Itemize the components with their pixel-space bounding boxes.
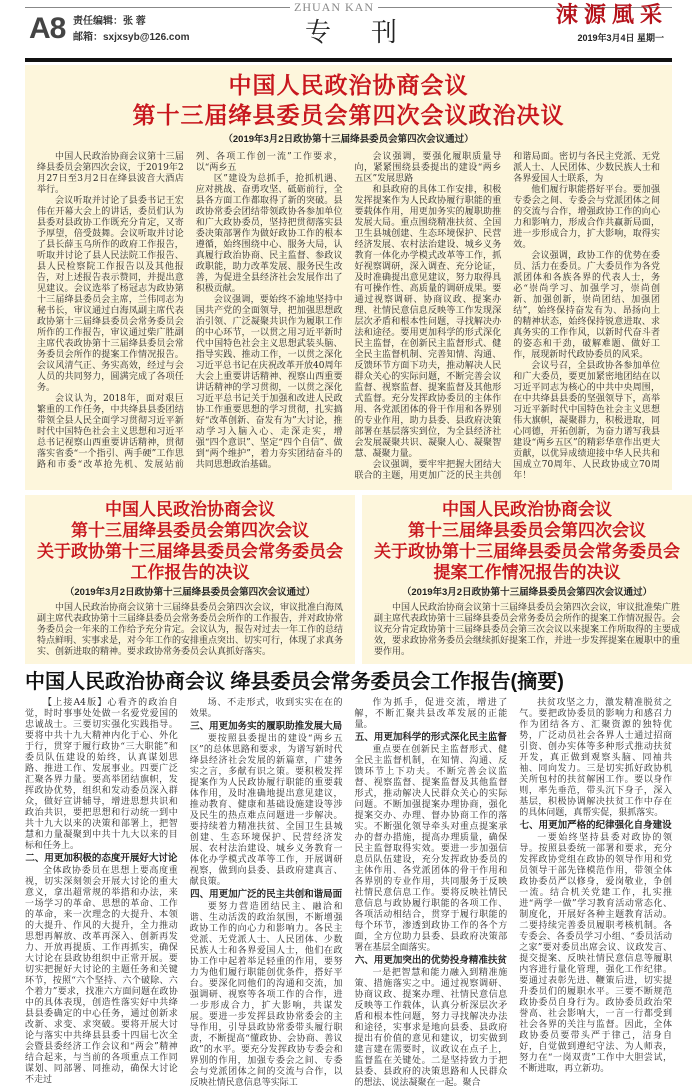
paragraph: 和县政府的具体工作安排，积极发挥提案作为人民政协履行职能的重要载体作用，用更加务实的履职助推发展大局。重点围绕精准扶贫、全国卫生县城创建、生态环境保护、民营经济发展、农村法治建设、城乡义务教育一体化办学模式改革等工作，抓好视察调研，深入调查、充分论证，及时准确提出意见建议，努力取得具有可操作性、高质量的调研成果。要通过视察调研、协商议政、提案办理、社情民意信息反映等工作发现深层次矛盾和根本性问题，寻找解决办法和途径。要用更加科学的形式深化民主监督，在创新民主监督形式、健全民主监督机制、完善知情、沟通、反馈环节方面下功夫，推动解决人民群众关心的实际问题，不断完善会议监督、视察监督、提案监督及其他形式监督。充分发挥政协委员的主体作用、各党派团体的骨干作用和各界别的专业作用，助力县委、县政府决策部署在基层落实到位，为全县经济社会发展凝聚共识、凝聚人心、凝聚智慧、凝聚力量。 [354,185,502,459]
paragraph: 会议认为，2018年，面对艰巨繁重的工作任务，中共绛县县委团结带领全县人民全面学习贯彻习近平新时代中国特色社会主义思想和习近平总书记视察山西重要讲话精神，贯彻落实省委“一个指引、两手硬”工作思路和市委“改革抢先机、发展站前列、各项工作创一流”工作要求，以“两乡五 [37,152,343,470]
editor-email: 邮箱：sxjxsyb@126.com [73,32,190,43]
paragraph: 一是把智慧和能力融入到精准施策、措施落实之中。通过视察调研、协商议政、提案办理、社情民意信息反映等工作载体，认真分析深层次矛盾和根本性问题，努力寻找解决办法和途径，实事求是地向县委、县政府提出有价值的意见和建议，切实做到建言建在需要时，议政议在点子上，监督监在关键处。二是坚持致力于把县委、县政府的决策思路和人民群众的想法、说法凝聚在一起。聚合 [354,968,508,1088]
article-subtitle: （2019年3月2日政协第十三届绛县委员会第四次会议通过） [64,587,316,598]
section-heading: 五、用更加科学的形式深化民主监督 [354,732,507,743]
article-subtitle: （2019年3月2日政协第十三届绛县委员会第四次会议通过） [401,587,653,598]
resolution-boxes [25,495,681,664]
section-heading: 四、用更加广泛的民主共创和谐局面 [190,889,343,900]
paragraph: 全体政协委员在思想上要高度重视，切实深刻领会开展大讨论的重大意义，拿出超常规的举措和办法，来一场学习的革命、思想的革命、工作的革命，来一次理念的大提升、本领的大提升、作风的大提升，全力推动思想再解放、改革再深入、创新再发力、开放再提质、工作再抓实，确保大讨论在县政协组织中正常开展。要切实把握好大讨论的主题任务和关键环节，按照“六个坚持、六个破除、六个着力”要求，找准六方面问题在政协中的具体表现，创造性落实好中共绛县县委确定的中心任务，通过创新求改新、求变、求突破。要将开展大讨论与落实中共绛县县委十四届七次全会暨县委经济工作会议和“两会”精神结合起来，与当前的各项重点工作同谋划、同部署、同推动，确保大讨论不走过 [25,866,178,1085]
article-political-resolution [25,65,672,490]
paragraph: 会议强调，政协工作的优势在委员、活力在委员。广大委员作为各党派团体和各族各界的代表人士，务必“崇尚学习、加强学习，崇尚创新、加强创新，崇尚团结、加强团结”，始终保持奋发有为、昂扬向上的精神状态，始终保持锐意进取、求真务实的工作作风，以新时代奋斗者的姿态和干劲，破解难题、做好工作，展现新时代政协委员的风采。 [513,251,660,360]
article-title-line2: 第十三届绛县委员会第四次会议政治决议 [132,102,565,129]
article-title-line: 第十三届绛县委员会第四次会议 [71,521,309,541]
article-body: 中国人民政治协商会议第十三届绛县委员会第四次会议，审议批准白海凤副主席代表政协第十三届绛县委员会常务委员会所作的工作报告，并对政协常务委员会一年来的工作给予充分肯定。会议认为，报告对过去一年工作的总结特点鲜明、实事求是，对今年工作的安排重点突出、切实可行，体现了求真务实、创新进取的精神。要求政协常务委员会认真抓好落实。 [37,603,344,657]
paragraph: 【上接A4版】心看齐的政治自觉，时时事事处处做一名爱党爱国的忠诚战士。三要切实强化实践指导。要将中共十九大精神内化于心、外化于行，贯穿于履行政协“三大职能”和委员队伍建设的始终，认真谋划思路、推进工作、发展事业。四要广泛汇聚各界力量。要高举团结旗帜，发挥政协优势，组织和发动委员深入群众，做好宣讲辅导，增进思想共识和政治共识，要把思想和行动统一到中共十九大以来的决策和部署上，把智慧和力量凝聚到中共十九大以来的目标和任务上。 [25,698,178,851]
section-pinyin: ZHUAN KAN [290,0,378,14]
editor-name: 责任编辑：张 蓉 [73,16,146,27]
page-header [25,0,672,58]
paragraph: 会议强调，要牢牢把握大团结大联合的主题，用更加广泛的民主共创和谐局面。密切与各民主党派、无党派人士、人民团体、少数民族人士和各界爱国人士联系，为 [354,152,660,481]
paragraph: 会议强调，要强化履职质量导向，紧紧围绕县委提出的建设“两乡五区”发展思路 [354,152,502,184]
paragraph: 会议强调，要始终不渝地坚持中国共产党的全面领导，把加强思想政治引领、广泛凝聚共识作为履职工作的中心环节，一以贯之用习近平新时代中国特色社会主义思想武装头脑、指导实践、推动工作，一以贯之深化习近平总书记在庆祝改革开放40周年大会上重要讲话精神、视察山西重要讲话精神的学习贯彻，一以贯之深化习近平总书记关于加强和改进人民政协工作重要思想的学习贯彻，扎实搞好“改革创新、奋发有为”大讨论，推动学习入脑入心、走深走实，增强“四个意识”、坚定“四个自信”、做到“两个维护”，着力夯实团结奋斗的共同思想政治基础。 [195,295,343,470]
report-headline: 中国人民政治协商会议 绛县委员会常务委员会工作报告(摘要) [25,671,564,693]
article-title-line: 工作报告的决议 [130,563,250,583]
newspaper-brand-logo: 涑源風采 [555,2,668,28]
article-title-line1: 中国人民政治协商会议 [228,72,469,99]
paragraph: 场、不走形式，收到实实在在的效果。 [189,698,343,719]
paragraph: 会议听取并讨论了县委书记王宏伟在开幕大会上的讲话，委员们认为县委对县政协工作既充分肯定，又寄予厚望，倍受鼓舞。会议听取并讨论了县长薛玉乌所作的政府工作报告，听取并讨论了县人民法院工作报告、县人民检察院工作报告以及其他报告，对上述报告表示赞同，并提出意见建议。会议选举了杨冠志为政协第十三届绛县委员会主席，兰伟同志为秘书长，审议通过白海凤副主席代表政协第十三届绛县委员会常务委员会所作的工作报告，审议通过柴广胜副主席代表政协第十三届绛县委员会常务委员会所作的提案工作情况报告。会议风清气正、务实高效，经过与会人员的共同努力，圆满完成了各项任务。 [37,196,184,393]
section-heading: 七、用更加严格的纪律强化自身建设 [519,820,672,831]
article-body: 中国人民政治协商会议第十三届绛县委员会第四次会议，审议批准柴广胜副主席代表政协第十三届绛县委员会常务委员会所作的提案工作情况报告。会议充分肯定政协第十三届绛县委员会第三次会议以来提案工作所取得的主要成效，要求政协常务委员会继续抓好提案工作，并进一步发挥提案在履职中的重要作用。 [374,603,681,657]
page-number: A8 [29,12,66,45]
article-title-line: 第十三届绛县委员会第四次会议 [408,521,646,541]
section-heading: 三、用更加务实的履职助推发展大局 [190,721,343,732]
editor-info [73,14,189,46]
article-work-report-resolution [25,495,355,664]
article-title-line: 提案工作情况报告的决议 [433,563,621,583]
paragraph: 中国人民政治协商会议第十三届绛县委员会第四次会议，于2019年2月27日至3月2日在绛县波音大酒店举行。 [37,152,184,195]
section-title: 专刊 [305,18,438,48]
paragraph: 区”建设为总抓手，抢抓机遇、应对挑战、奋勇攻坚、砥砺前行，全县各方面工作都取得了新的突破。县政协常委会团结带领政协各参加单位和广大政协委员，坚持把贯彻落实县委决策部署作为做好政协工作的根本遵循，始终围绕中心、服务大局，认真履行政治协商、民主监督、参政议政职能，助力改革发展、服务民生改善，为促进全县经济社会发展作出了积极贡献。 [195,174,343,294]
paragraph: 他们履行职能搭好平台。要加强专委会之间、专委会与党派团体之间的交流与合作，增强政协工作的向心力和影响力，形成合作共赢新局面，进一步形成合力，扩大影响，取得实效。 [513,185,660,250]
article-title-line: 关于政协第十三届绛县委员会常务委员会 [374,542,680,562]
header-thick-rule [25,58,672,62]
article-proposal-report-resolution [362,495,692,664]
paragraph: 一要始终坚持县委对政协的领导。按照县委统一部署和要求，充分发挥政协党组在政协的领导作用和党员领导干部先锋模范作用，带领全体政协委员严以修身，爱岗敬业，争创一流。结合机关党建工作，扎实推进“两学一做”学习教育活动常态化、制度化，开展好各种主题教育活动。二要持续完善委员履职考核机制。各专委会、各委员学习小组、“委员活动之家”要对委员出席会议、议政发言、提交提案、反映社情民意信息等履职内容进行量化管理，强化工作纪律。要通过表彰先进、鞭策后进，切实提升委员们的履职水平。三要不断规范政协委员自身行为。政协委员政治荣誉高、社会影响大，一言一行都受到社会各界的关注与监督。因此，全体政协委员要带头严于律己，洁身自好，自觉做到遵纪守法、为人师表，努力在“一岗双责”工作中大胆尝试，不断进取，再立新功。 [519,833,672,1074]
article-body-columns [37,152,660,482]
section-heading: 六、用更加突出的优势投身精准扶贫 [354,955,507,966]
paragraph: 作为抓手，促进交流，增进了解，不断汇聚共县改革发展的正能量。 [354,698,508,730]
issue-date: 2019年3月4日 星期一 [577,33,664,43]
report-body-columns [25,698,672,1089]
paragraph: 会议号召，全县政协各参加单位和广大委员，要更加紧密地团结在以习近平同志为核心的中共中央周围，在中共绛县县委的坚强领导下，高举习近平新时代中国特色社会主义思想伟大旗帜，凝聚群力，积极进取，同心同德，开拓创新，为奋力谱写我县建设“两乡五区”的精彩华章作出更大贡献，以优异成绩迎接中华人民共和国成立70周年、人民政协成立70周年！ [513,361,660,481]
section-heading: 二、用更加积极的态度开展好大讨论 [25,853,178,864]
article-title-line: 中国人民政治协商会议 [105,500,275,520]
article-title-line: 中国人民政治协商会议 [442,500,612,520]
paragraph: 重点要在创新民主监督形式、健全民主监督机制，在知情、沟通、反馈环节上下功夫。不断完善会议监督、视察监督、提案监督及其他监督形式，推动解决人民群众关心的实际问题。不断加强提案办理协商，强化提案交办、办理、督办协商工作的落实。不断强化领导牵头对重点提案承办的督办措施，提高办理质量，确保民主监督取得实效。要进一步加强信息员队伍建设，充分发挥政协委员的主体作用、各党派团体的骨干作用和各界别的专业作用，共同服务于反映社情民意信息工作。要将反映社情民意信息与政协履行职能的各项工作、各项活动相结合，贯穿于履行职能的每个环节，渗透到政协工作的各个方面，全方位助力县委、县政府决策部署在基层全面落实。 [354,745,508,953]
article-title-line: 关于政协第十三届绛县委员会常务委员会 [37,542,343,562]
paragraph: 扶贫攻坚之力，激发精准脱贫之气。要把政协委员的影响力和感召力作为团结各方、汇聚资源的独特优势，广泛动员社会各界人士通过招商引资、创办实体等多种形式推动扶贫开发，真正做到观察头脑、同袖共袖、同向发力。三是切实抓好政协机关所包村的扶贫解困工作。要以身作则，率先垂范，带头沉下身子，深入基层，积极协调解决扶贫工作中存在的具体问题，真帮实促，狠抓落实。 [519,698,672,818]
article-subtitle: （2019年3月2日政协第十三届绛县委员会第四次会议通过） [223,134,474,145]
paragraph: 要努力营造团结民主、融洽和谐、生动活泼的政治氛围，不断增强政协工作的向心力和影响力。各民主党派、无党派人士、人民团体、少数民族人士和各界爱国人士，他们在政协工作中起着举足轻重的作用，要努力为他们履行职能创优条件，搭好平台。要深化同他们的沟通和交流，加强调研、视察等各项工作的合作，进一步形成合力，扩大影响，共谋发展。要进一步发挥县政协常委会的主导作用，引导县政协常委带头履行职责，不断提高“懂政协、会协商、善议政”的水平。要充分发挥政协专委会和界别的作用，加强专委会之间、专委会与党派团体之间的交流与合作，以反映社情民意信息等实际工 [189,902,343,1088]
paragraph: 要按照县委提出的建设“两乡五区”的总体思路和要求，为谱写新时代绛县经济社会发展的新篇章，广建务实之言，多献有识之策。要积极发挥提案作为人民政协履行职能的重要载体作用，及时准确地提出意见建议，推动教育、健康和基础设施建设等涉及民生的热点难点问题进一步解决。要持续着力精准扶贫、全国卫生县城创建、生态环境保护、民营经济发展、农村法治建设、城乡义务教育一体化办学模式改革等工作，开展调研视察，做到向县委、县政府建真言、献良策。 [189,734,343,887]
